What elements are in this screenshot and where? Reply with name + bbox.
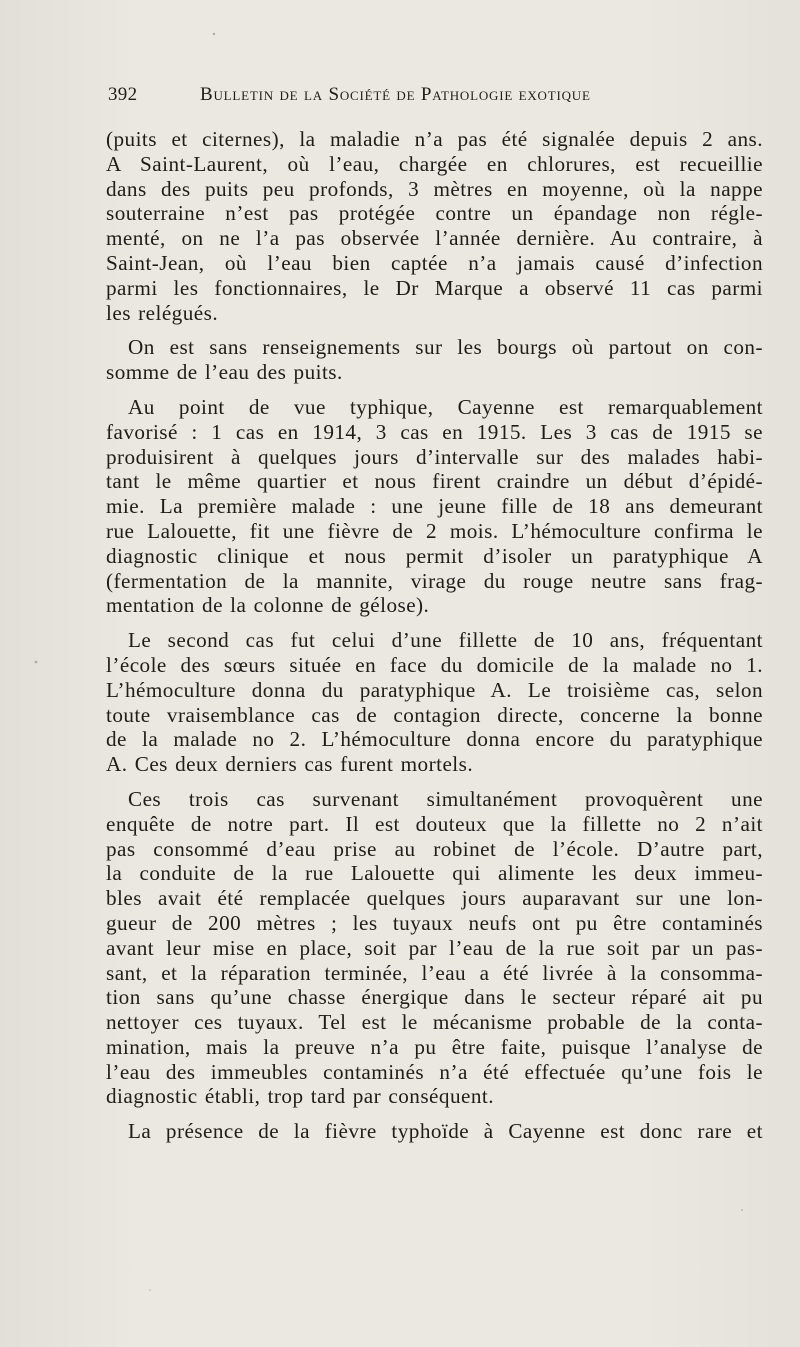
text-line: l’eau des immeubles contaminés n’a été effectuée qu’une fois le: [106, 1059, 763, 1084]
paragraph-6: [106, 1119, 763, 1144]
text-line: somme de l’eau des puits.: [106, 360, 343, 385]
text-line: souterraine n’est pas protégée contre un épandage non régle-: [106, 201, 763, 226]
text-line: Ces trois cas survenant simultanément provoquèrent une: [128, 786, 763, 811]
text-line: mentation de la colonne de gélose).: [106, 593, 430, 618]
text-line: avant leur mise en place, soit par l’eau de la rue soit par un pas-: [106, 935, 763, 960]
text-line: diagnostic clinique et nous permit d’isoler un paratyphique A: [106, 543, 763, 568]
text-line: favorisé : 1 cas en 1914, 3 cas en 1915. Les 3 cas de 1915 se: [106, 419, 763, 444]
text-line: (puits et citernes), la maladie n’a pas été signalée depuis 2 ans.: [106, 127, 763, 151]
text-line: tion sans qu’une chasse énergique dans le secteur réparé ait pu: [106, 985, 763, 1010]
text-line: sant, et la réparation terminée, l’eau a été livrée à la consomma-: [106, 960, 763, 985]
text-line: nettoyer ces tuyaux. Tel est le mécanisme probable de la conta-: [106, 1010, 763, 1035]
page-number: 392: [108, 84, 138, 105]
text-line: rue Lalouette, fit une fièvre de 2 mois. L’hémoculture confirma le: [106, 518, 763, 543]
text-line: Saint-Jean, où l’eau bien captée n’a jamais causé d’infection: [106, 250, 763, 275]
paragraph-3: [106, 395, 763, 618]
text-line: diagnostic établi, trop tard par conséquent.: [106, 1084, 494, 1109]
text-line: enquête de notre part. Il est douteux que la fillette no 2 n’ait: [106, 811, 763, 836]
text-line: la conduite de la rue Lalouette qui alimente les deux immeu-: [106, 861, 763, 886]
text-line: mination, mais la preuve n’a pu être faite, puisque l’analyse de: [106, 1034, 763, 1059]
text-line: l’école des sœurs située en face du domicile de la malade no 1.: [106, 652, 763, 677]
text-line: On est sans renseignements sur les bourgs où partout on con-: [128, 335, 763, 360]
text-line: A. Ces deux derniers cas furent mortels.: [106, 752, 474, 777]
text-line: A Saint-Laurent, où l’eau, chargée en chlorures, est recueillie: [106, 151, 763, 176]
paragraph-4: [106, 628, 763, 777]
paragraph-2: [106, 335, 763, 385]
text-line: produisirent à quelques jours d’intervalle sur des malades habi-: [106, 444, 763, 469]
text-line: bles avait été remplacée quelques jours auparavant sur une lon-: [106, 886, 763, 911]
text-line: L’hémoculture donna du paratyphique A. Le troisième cas, selon: [106, 677, 763, 702]
text-line: toute vraisemblance cas de contagion directe, concerne la bonne: [106, 702, 763, 727]
text-line: dans des puits peu profonds, 3 mètres en moyenne, où la nappe: [106, 176, 763, 201]
text-line: Le second cas fut celui d’une fillette de 10 ans, fréquentant: [128, 628, 763, 653]
text-line: de la malade no 2. L’hémoculture donna encore du paratyphique: [106, 727, 763, 752]
text-line: (fermentation de la mannite, virage du rouge neutre sans frag-: [106, 568, 763, 593]
text-line: menté, on ne l’a pas observée l’année dernière. Au contraire, à: [106, 226, 763, 251]
text-line: tant le même quartier et nous firent craindre un début d’épidé-: [106, 469, 763, 494]
text-line: mie. La première malade : une jeune fille de 18 ans demeurant: [106, 494, 763, 519]
text-line: gueur de 200 mètres ; les tuyaux neufs ont pu être contaminés: [106, 910, 763, 935]
paragraph-1: [106, 127, 763, 325]
paragraph-5: [106, 787, 763, 1109]
text-line: Au point de vue typhique, Cayenne est remarquablement: [128, 394, 763, 419]
text-line: pas consommé d’eau prise au robinet de l’école. D’autre part,: [106, 836, 763, 861]
running-header: [108, 84, 768, 110]
text-line: les relégués.: [106, 300, 219, 325]
journal-title: Bulletin de la Société de Pathologie exotique: [200, 84, 591, 105]
text-line: La présence de la fièvre typhoïde à Cayenne est donc rare et: [128, 1119, 763, 1144]
article-body: [106, 127, 763, 1154]
text-line: parmi les fonctionnaires, le Dr Marque a observé 11 cas parmi: [106, 275, 763, 300]
